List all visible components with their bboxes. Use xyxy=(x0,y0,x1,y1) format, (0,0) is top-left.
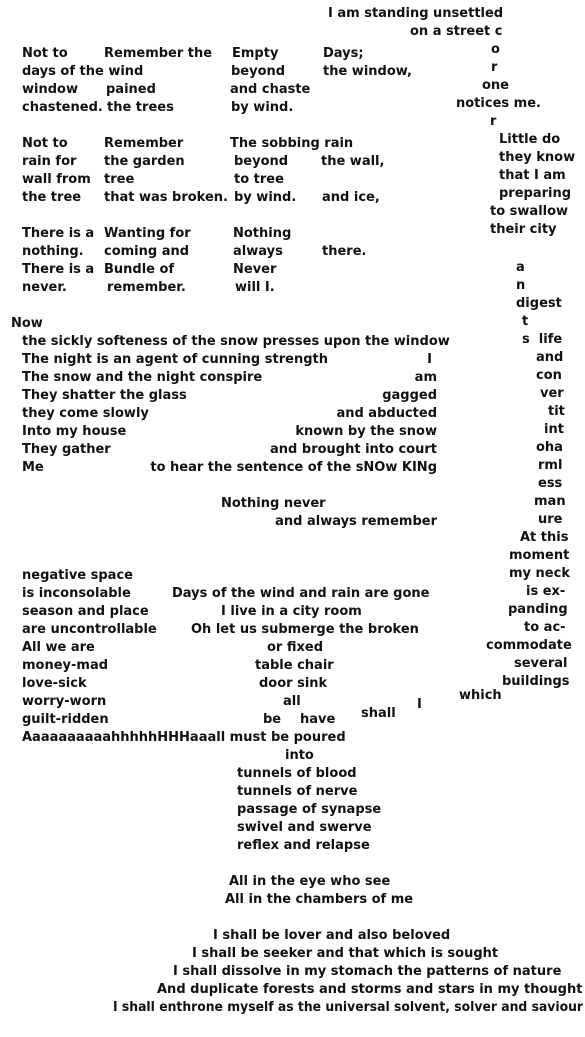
right-line: they know xyxy=(499,150,576,165)
poem-line: I am standing unsettled xyxy=(328,6,504,21)
neg-left-line: money-mad xyxy=(22,658,109,673)
snow-right-line: and brought into court xyxy=(270,442,437,457)
grid3-cell: Bundle of xyxy=(104,262,175,277)
poem-line: notices me. xyxy=(456,96,541,111)
tunnel-line: swivel and swerve xyxy=(237,820,372,835)
neg-left-line: worry-worn xyxy=(22,694,107,709)
digest-line: ure xyxy=(538,512,563,527)
snow-left-line: They gather xyxy=(22,442,111,457)
grid1-cell: the window, xyxy=(323,64,412,79)
grid1-cell: Not to xyxy=(22,46,68,61)
mid-line: Oh let us submerge the broken xyxy=(191,622,419,637)
digest-line: panding xyxy=(508,602,568,617)
tunnel-line: passage of synapse xyxy=(237,802,382,817)
digest-line: is ex- xyxy=(526,584,566,599)
neg-left-line: negative space xyxy=(22,568,133,583)
grid2-cell: The sobbing rain xyxy=(230,136,354,151)
snow-right-line: gagged xyxy=(382,388,437,403)
mid-line: I live in a city room xyxy=(221,604,362,619)
digest-line: ess xyxy=(538,476,563,491)
right-line: to swallow xyxy=(490,204,569,219)
digest-line: my neck xyxy=(509,566,570,581)
final-line: I shall enthrone myself as the universal solvent, solver and saviour xyxy=(113,1000,583,1015)
snow-left-line: The snow and the night conspire xyxy=(22,370,263,385)
grid3-cell: There is a xyxy=(22,226,95,241)
digest-line: tit xyxy=(548,404,565,419)
grid2-cell: that was broken. xyxy=(104,190,228,205)
snow-right-line: I xyxy=(427,352,432,367)
snow-left-line: they come slowly xyxy=(22,406,149,421)
snow-right-line: am xyxy=(414,370,437,385)
mid-line: Days of the wind and rain are gone xyxy=(172,586,430,601)
neg-left-line: guilt-ridden xyxy=(22,712,109,727)
now-line: Now xyxy=(11,316,43,331)
digest-line: oha xyxy=(536,440,563,455)
poem-line: one xyxy=(482,78,510,93)
digest-line: buildings xyxy=(502,674,570,689)
neg-left-line: season and place xyxy=(22,604,149,619)
digest-line: which xyxy=(459,688,502,703)
digest-line: man xyxy=(534,494,566,509)
poem-letter: o xyxy=(491,42,500,57)
grid3-cell: remember. xyxy=(107,280,186,295)
grid1-cell: pained xyxy=(106,82,156,97)
scream-line: AaaaaaaaaahhhhhHHHaaall must be poured xyxy=(22,730,346,745)
neg-left-line: is inconsolable xyxy=(22,586,131,601)
neg-left-line: All we are xyxy=(22,640,95,655)
grid2-cell: rain for xyxy=(22,154,77,169)
grid1-cell: the trees xyxy=(107,100,174,115)
grid2-cell: beyond xyxy=(234,154,289,169)
right-line: Little do xyxy=(499,132,561,147)
grid3-cell: Never xyxy=(233,262,277,277)
grid3-cell: never. xyxy=(22,280,67,295)
grid1-cell: Remember the xyxy=(104,46,213,61)
digest-line: to ac- xyxy=(524,620,566,635)
digest-line: rml xyxy=(538,458,563,473)
poem-letter: r xyxy=(491,60,498,75)
mid-line: door sink xyxy=(259,676,328,691)
final-line: I shall be lover and also beloved xyxy=(213,928,451,943)
grid1-cell: chastened. xyxy=(22,100,103,115)
right-line: that I am xyxy=(499,168,566,183)
digest-line: n xyxy=(516,278,526,293)
mid-line: table chair xyxy=(255,658,334,673)
grid3-cell: always xyxy=(233,244,283,259)
snow-right-line: known by the snow xyxy=(295,424,437,439)
grid2-cell: the garden xyxy=(104,154,185,169)
snow-left-line: Me xyxy=(22,460,44,475)
grid3-cell: Nothing xyxy=(233,226,292,241)
grid2-cell: and ice, xyxy=(322,190,380,205)
grid1-cell: window xyxy=(22,82,78,97)
digest-line: s life xyxy=(522,332,563,347)
always-remember-line: and always remember xyxy=(275,514,437,529)
digest-line: ver xyxy=(540,386,564,401)
have-word: have xyxy=(300,712,336,727)
neg-left-line: are uncontrollable xyxy=(22,622,157,637)
digest-line: and xyxy=(536,350,564,365)
digest-line: digest xyxy=(516,296,562,311)
be-word: be xyxy=(263,712,282,727)
grid2-cell: by wind. xyxy=(234,190,297,205)
grid1-cell: days of the wind xyxy=(22,64,144,79)
digest-line: a xyxy=(516,260,525,275)
grid2-cell: Remember xyxy=(104,136,184,151)
grid1-cell: Empty xyxy=(232,46,279,61)
grid3-cell: There is a xyxy=(22,262,95,277)
grid3-cell: will I. xyxy=(235,280,275,295)
snow-left-line: They shatter the glass xyxy=(22,388,187,403)
tunnel-line: into xyxy=(285,748,314,763)
eye-line: All in the eye who see xyxy=(229,874,391,889)
nothing-never-line: Nothing never xyxy=(221,496,326,511)
digest-line: At this xyxy=(520,530,569,545)
grid2-cell: tree xyxy=(104,172,135,187)
grid1-cell: Days; xyxy=(323,46,364,61)
final-line: I shall dissolve in my stomach the patterns of nature xyxy=(173,964,562,979)
right-line: preparing xyxy=(499,186,572,201)
digest-line: commodate xyxy=(486,638,572,653)
digest-line: t xyxy=(522,314,529,329)
grid1-cell: and chaste xyxy=(230,82,311,97)
grid3-cell: Wanting for xyxy=(104,226,191,241)
digest-line: con xyxy=(536,368,562,383)
digest-line: moment xyxy=(509,548,570,563)
neg-left-line: love-sick xyxy=(22,676,87,691)
mid-line: all xyxy=(283,694,301,709)
eye-line: All in the chambers of me xyxy=(225,892,414,907)
grid2-cell: wall from xyxy=(22,172,91,187)
shall-word: shall xyxy=(361,706,396,721)
tunnel-line: tunnels of nerve xyxy=(237,784,358,799)
tunnel-line: reflex and relapse xyxy=(237,838,370,853)
grid2-cell: the tree xyxy=(22,190,82,205)
digest-line: several xyxy=(514,656,568,671)
grid3-cell: coming and xyxy=(104,244,190,259)
grid3-cell: there. xyxy=(322,244,367,259)
grid3-cell: nothing. xyxy=(22,244,84,259)
snow-right-line: and abducted xyxy=(336,406,437,421)
grid2-cell: to tree xyxy=(234,172,284,187)
snow-left-line: the sickly softeness of the snow presses upon the window xyxy=(22,334,450,349)
digest-line: int xyxy=(544,422,564,437)
grid2-cell: Not to xyxy=(22,136,68,151)
snow-left-line: The night is an agent of cunning strength xyxy=(22,352,328,367)
grid1-cell: by wind. xyxy=(231,100,294,115)
snow-left-line: Into my house xyxy=(22,424,127,439)
final-line: I shall be seeker and that which is sought xyxy=(192,946,499,961)
i-word: I xyxy=(417,697,422,712)
poem-letter: r xyxy=(490,114,497,129)
grid1-cell: beyond xyxy=(231,64,286,79)
tunnel-line: tunnels of blood xyxy=(237,766,357,781)
snow-right-line: to hear the sentence of the sNOw KINg xyxy=(150,460,437,475)
right-line: their city xyxy=(490,222,557,237)
poem-line: on a street c xyxy=(410,24,503,39)
final-line: And duplicate forests and storms and stars in my thought xyxy=(157,982,583,997)
mid-line: or fixed xyxy=(267,640,324,655)
grid2-cell: the wall, xyxy=(321,154,385,169)
